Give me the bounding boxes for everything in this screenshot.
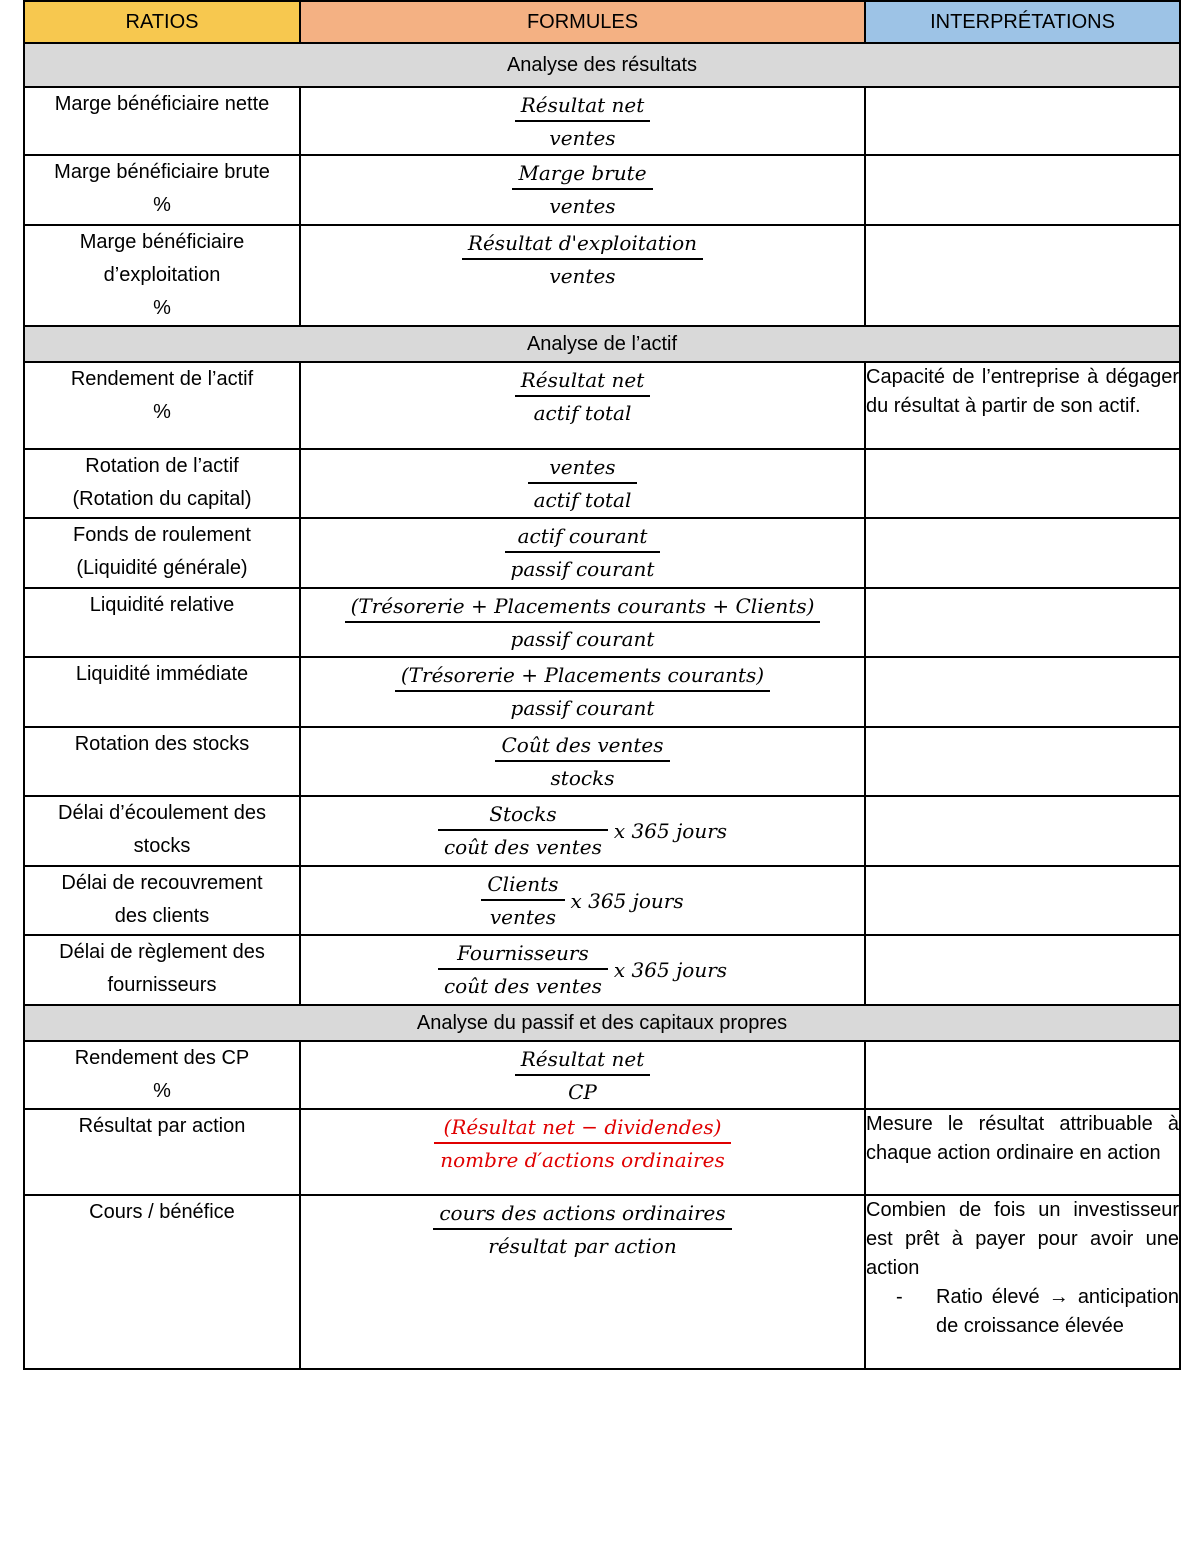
formula-cell (300, 1109, 865, 1195)
numerator: (Trésorerie + Placements courants) (395, 660, 770, 692)
header-ratios: RATIOS (24, 1, 300, 43)
formula-cell (300, 866, 865, 935)
bullet-item (866, 1283, 1179, 1341)
multiplier: x 365 jours (570, 889, 684, 913)
table-row-rotation-actif (24, 449, 1180, 518)
ratio-name: Rotation de l’actif (Rotation du capital) (24, 449, 300, 518)
table-row-delai-clients (24, 866, 1180, 935)
bullet-text: Ratio élevé → anticipation de croissance élevée (936, 1286, 1179, 1337)
table-row-resultat-action (24, 1109, 1180, 1195)
numerator: ventes (528, 452, 638, 484)
multiplier: x 365 jours (613, 819, 728, 843)
numerator: (Résultat net − dividendes) (434, 1112, 731, 1144)
interpretation-cell (865, 449, 1180, 518)
table-row-delai-fournisseurs (24, 935, 1180, 1005)
fraction (505, 521, 661, 585)
denominator: coût des ventes (443, 974, 602, 998)
interpretation-cell (865, 588, 1180, 657)
fraction (515, 90, 651, 154)
denominator: ventes (549, 264, 616, 288)
ratio-name: Cours / bénéfice (24, 1195, 300, 1369)
fraction (345, 591, 821, 655)
table-row-cours-benefice (24, 1195, 1180, 1369)
formula-cell (300, 362, 865, 449)
denominator: ventes (489, 905, 557, 929)
fraction (495, 730, 669, 794)
denominator: stocks (550, 766, 615, 790)
numerator: Stocks (438, 799, 608, 831)
formula-cell (300, 155, 865, 225)
denominator: passif courant (510, 696, 655, 720)
ratio-name: Rendement de l’actif % (24, 362, 300, 449)
table-row-liquidite-relative (24, 588, 1180, 657)
interpretation-text: Combien de fois un investisseur est prêt à payer pour avoir une action (866, 1199, 1179, 1279)
numerator: Coût des ventes (495, 730, 669, 762)
table-row-rotation-stocks (24, 727, 1180, 796)
section-row-resultats (24, 43, 1180, 87)
numerator: actif courant (505, 521, 661, 553)
fraction (512, 158, 652, 222)
interpretation-cell (865, 225, 1180, 326)
ratio-name: Délai de recouvrement des clients (24, 866, 300, 935)
denominator: nombre d′actions ordinaires (440, 1148, 725, 1172)
section-row-passif (24, 1005, 1180, 1041)
interpretation-cell (865, 796, 1180, 866)
interpretation-cell (865, 155, 1180, 225)
formula-cell (300, 796, 865, 866)
multiplier: x 365 jours (613, 958, 728, 982)
table-row-marge-nette (24, 87, 1180, 155)
interpretation-cell: Capacité de l’entreprise à dégager du résultat à partir de son actif. (865, 362, 1180, 449)
denominator: actif total (533, 488, 632, 512)
ratio-name: Liquidité immédiate (24, 657, 300, 727)
unit-label: % (153, 194, 171, 216)
interpretation-cell (865, 866, 1180, 935)
formula-cell (300, 1041, 865, 1109)
formula-cell (300, 727, 865, 796)
interpretation-cell: Mesure le résultat attribuable à chaque action ordinaire en action (865, 1109, 1180, 1195)
fraction (433, 1198, 731, 1262)
table-row-delai-stocks (24, 796, 1180, 866)
fraction-highlighted (434, 1112, 731, 1176)
table-row-rendement-cp (24, 1041, 1180, 1109)
section-title: Analyse des résultats (24, 43, 1180, 87)
header-interpretations: INTERPRÉTATIONS (865, 1, 1180, 43)
table-row-marge-brute (24, 155, 1180, 225)
ratio-name: Délai de règlement des fournisseurs (24, 935, 300, 1005)
table-row-liquidite-immediate (24, 657, 1180, 727)
numerator: cours des actions ordinaires (433, 1198, 731, 1230)
ratio-name: Délai d’écoulement des stocks (24, 796, 300, 866)
interpretation-cell (865, 87, 1180, 155)
section-title: Analyse du passif et des capitaux propres (24, 1005, 1180, 1041)
formula-cell (300, 935, 865, 1005)
numerator: (Trésorerie + Placements courants + Clients) (345, 591, 821, 623)
interpretation-cell (865, 518, 1180, 588)
numerator: Résultat net (515, 1044, 651, 1076)
bullet-dash: - (896, 1286, 903, 1308)
formula-cell (300, 588, 865, 657)
numerator: Résultat d'exploitation (462, 228, 703, 260)
interpretation-cell (865, 935, 1180, 1005)
ratio-name: Résultat par action (24, 1109, 300, 1195)
denominator: ventes (549, 194, 616, 218)
ratio-name: Liquidité relative (24, 588, 300, 657)
header-formules: FORMULES (300, 1, 865, 43)
fraction (515, 1044, 651, 1108)
denominator: coût des ventes (443, 835, 602, 859)
fraction (528, 452, 638, 516)
numerator: Clients (481, 869, 564, 901)
fraction (462, 228, 703, 292)
fraction (438, 938, 608, 1002)
ratio-name: Marge bénéficiaire nette (24, 87, 300, 155)
formula-cell (300, 657, 865, 727)
formula-cell (300, 87, 865, 155)
interpretation-cell (865, 657, 1180, 727)
denominator: résultat par action (488, 1234, 677, 1258)
numerator: Marge brute (512, 158, 652, 190)
fraction (395, 660, 770, 724)
denominator: passif courant (510, 627, 655, 651)
table-row-marge-exploitation (24, 225, 1180, 326)
ratios-table (23, 0, 1181, 1370)
formula-cell (300, 449, 865, 518)
table-row-rendement-actif (24, 362, 1180, 449)
denominator: passif courant (510, 557, 655, 581)
numerator: Fournisseurs (438, 938, 608, 970)
numerator: Résultat net (515, 90, 651, 122)
fraction (515, 365, 651, 429)
ratio-name: Marge bénéficiaire d’exploitation % (24, 225, 300, 326)
interpretation-cell (865, 1195, 1180, 1369)
fraction (438, 799, 608, 863)
unit-label: % (153, 1080, 171, 1102)
unit-label: % (153, 297, 171, 319)
unit-label: % (153, 401, 171, 423)
formula-cell (300, 1195, 865, 1369)
denominator: ventes (549, 126, 616, 150)
ratio-name: Fonds de roulement (Liquidité générale) (24, 518, 300, 588)
denominator: CP (568, 1080, 597, 1104)
interpretation-cell (865, 1041, 1180, 1109)
formula-cell (300, 225, 865, 326)
table-row-fonds-roulement (24, 518, 1180, 588)
header-row (24, 1, 1180, 43)
numerator: Résultat net (515, 365, 651, 397)
denominator: actif total (533, 401, 632, 425)
fraction (481, 869, 564, 933)
formula-cell (300, 518, 865, 588)
ratio-name: Marge bénéficiaire brute % (24, 155, 300, 225)
section-title: Analyse de l’actif (24, 326, 1180, 362)
ratio-name: Rotation des stocks (24, 727, 300, 796)
ratio-name: Rendement des CP % (24, 1041, 300, 1109)
section-row-actif (24, 326, 1180, 362)
interpretation-cell (865, 727, 1180, 796)
